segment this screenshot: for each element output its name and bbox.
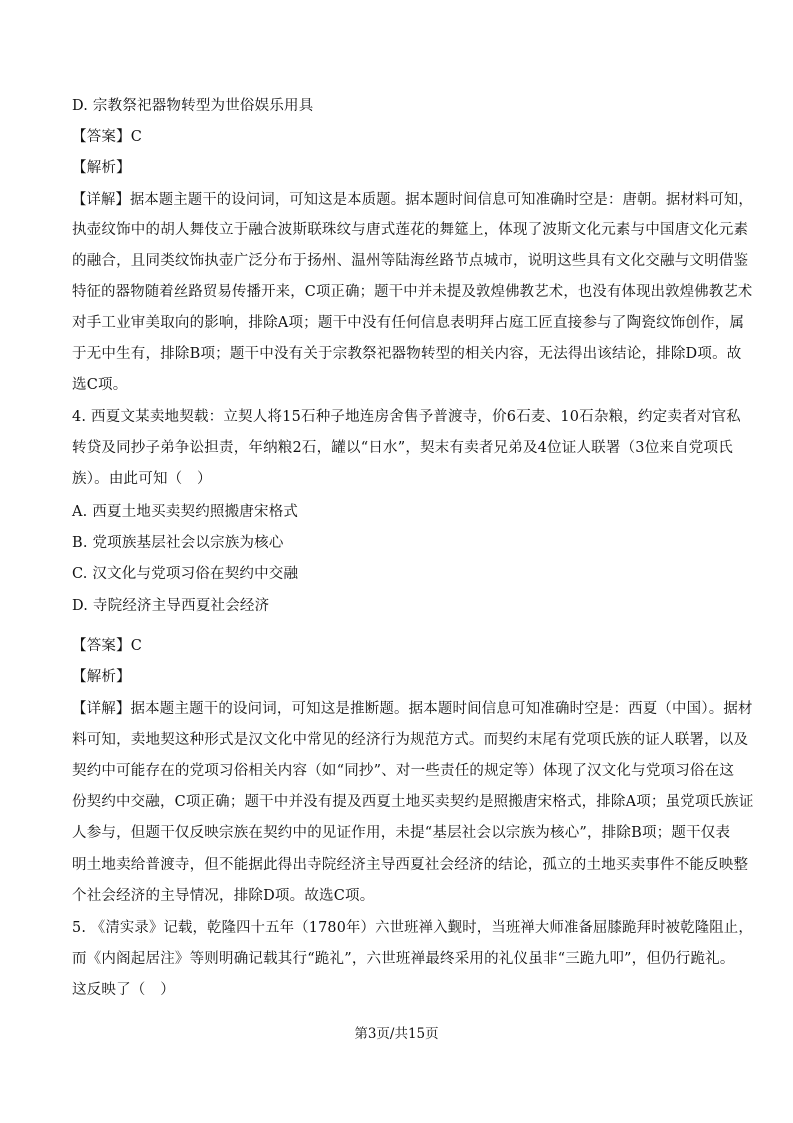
answer-label-q4: 【答案】C [72, 638, 143, 654]
explanation-line: 契约中可能存在的党项习俗相关内容（如“同抄”、对一些责任的规定等）体现了汉文化与党项习俗在这 [72, 763, 735, 779]
question-5-stem: 5. 《清实录》记载，乾隆四十五年（1780年）六世班禅入觐时，当班禅大师准备屈膝跪拜时被乾隆阻止， [72, 920, 753, 936]
page-number-footer: 第3页/共15页 [354, 1026, 439, 1042]
question-4-stem: 转贷及同抄子弟争讼担责，年纳粮2石，罐以“日水”，契末有卖者兄弟及4位证人联署（3位来自党项氏 [72, 440, 733, 456]
explanation-line: 对手工业审美取向的影响，排除A项；题干中没有任何信息表明拜占庭工匠直接参与了陶瓷纹饰创作，属 [72, 315, 745, 331]
question-4-stem: 4. 西夏文某卖地契载：立契人将15石种子地连房舍售予普渡寺，价6石麦、10石杂粮，约定卖者对官私 [72, 409, 741, 425]
analysis-label-q3: 【解析】 [72, 160, 131, 176]
explanation-line: 【详解】据本题主题干的设问词，可知这是推断题。据本题时间信息可知准确时空是：西夏（中国）。据材 [72, 701, 753, 717]
explanation-line: 于无中生有，排除B项；题干中没有关于宗教祭祀器物转型的相关内容，无法得出该结论，排除D项。故 [72, 346, 742, 362]
question-4-stem: 族）。由此可知（ ） [72, 471, 212, 487]
question-5-stem: 这反映了（ ） [72, 982, 175, 998]
explanation-line: 明土地卖给普渡寺，但不能据此得出寺院经济主导西夏社会经济的结论，孤立的土地买卖事件不能反映整 [72, 857, 749, 873]
explanation-line: 个社会经济的主导情况，排除D项。故选C项。 [72, 888, 375, 904]
explanation-line: 份契约中交融，C项正确；题干中并没有提及西夏土地买卖契约是照搬唐宋格式，排除A项；虽党项氏族证 [72, 794, 754, 810]
explanation-line: 特征的器物随着丝路贸易传播开来，C项正确；题干中并未提及敦煌佛教艺术，也没有体现出敦煌佛教艺术 [72, 284, 753, 300]
option-b-q4: B. 党项族基层社会以宗族为核心 [72, 535, 284, 551]
option-a-q4: A. 西夏土地买卖契约照搬唐宋格式 [72, 504, 299, 520]
explanation-line: 的融合，且同类纹饰执壶广泛分布于扬州、温州等陆海丝路节点城市，说明这些具有文化交融与文明借鉴 [72, 253, 749, 269]
answer-label-q3: 【答案】C [72, 129, 143, 145]
option-c-q4: C. 汉文化与党项习俗在契约中交融 [72, 566, 299, 582]
question-5-stem: 而《内阁起居注》等则明确记载其行“跪礼”，六世班禅最终采用的礼仪虽非“三跪九叩”，但仍行跪礼。 [72, 951, 735, 967]
option-d-q4: D. 寺院经济主导西夏社会经济 [72, 598, 270, 614]
explanation-line: 料可知，卖地契这种形式是汉文化中常见的经济行为规范方式。而契约末尾有党项氏族的证人联署，以及 [72, 732, 749, 748]
option-d-q3: D. 宗教祭祀器物转型为世俗娱乐用具 [72, 98, 314, 114]
analysis-label-q4: 【解析】 [72, 669, 131, 685]
explanation-line: 执壶纹饰中的胡人舞伎立于融合波斯联珠纹与唐式莲花的舞筵上，体现了波斯文化元素与中国唐文化元素 [72, 222, 749, 238]
explanation-line: 【详解】据本题主题干的设问词，可知这是本质题。据本题时间信息可知准确时空是：唐朝。据材料可知， [72, 192, 753, 208]
explanation-line: 人参与，但题干仅反映宗族在契约中的见证作用，未提“基层社会以宗族为核心”，排除B项；题干仅表 [72, 825, 731, 841]
explanation-line: 选C项。 [72, 377, 128, 393]
